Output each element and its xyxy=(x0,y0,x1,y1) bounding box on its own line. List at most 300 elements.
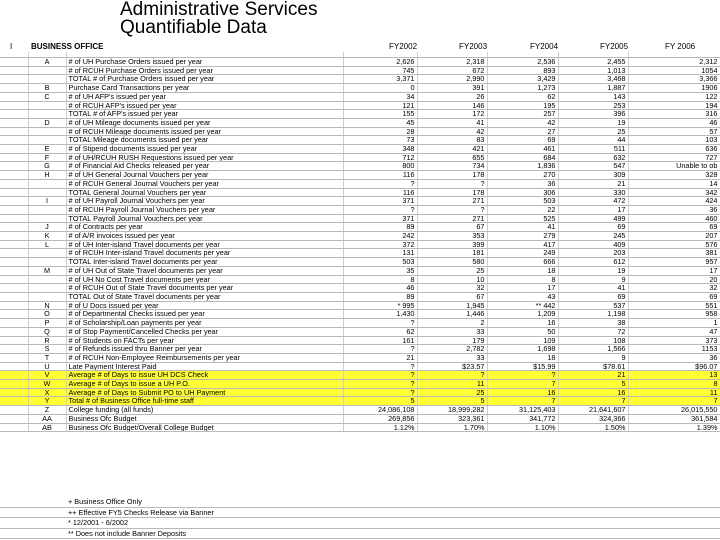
value-cell: 580 xyxy=(417,258,487,267)
value-cell: 316 xyxy=(628,110,720,119)
row-description: TOTAL Mileage documents issued per year xyxy=(66,136,343,145)
row-code: A xyxy=(28,58,66,67)
value-cell: ** 442 xyxy=(487,301,558,310)
value-cell: 33 xyxy=(417,353,487,362)
value-cell: 1,013 xyxy=(558,66,628,75)
value-cell: 306 xyxy=(487,188,558,197)
row-code: T xyxy=(28,353,66,362)
value-cell: 21 xyxy=(558,371,628,380)
value-cell: 1.70% xyxy=(417,423,487,432)
value-cell: 3,366 xyxy=(628,75,720,84)
value-cell: ? xyxy=(417,371,487,380)
table-row xyxy=(0,84,720,93)
value-cell: 2,318 xyxy=(417,58,487,67)
row-description: Business Ofc Budget/Overall College Budget xyxy=(66,423,343,432)
value-cell: ? xyxy=(487,371,558,380)
value-cell: 576 xyxy=(628,240,720,249)
value-cell: 155 xyxy=(343,110,417,119)
row-code xyxy=(28,214,66,223)
value-cell: 21 xyxy=(343,353,417,362)
value-cell: 460 xyxy=(628,214,720,223)
value-cell: 371 xyxy=(343,197,417,206)
row-indent-cell xyxy=(0,292,28,301)
value-cell: 958 xyxy=(628,310,720,319)
table-row xyxy=(0,171,720,180)
value-cell: 253 xyxy=(558,101,628,110)
value-cell: 11 xyxy=(628,388,720,397)
value-cell: 17 xyxy=(558,205,628,214)
value-cell: 178 xyxy=(417,171,487,180)
value-cell: 14 xyxy=(628,179,720,188)
value-cell: 1 xyxy=(628,319,720,328)
footnote-row xyxy=(0,497,720,507)
value-cell: 2,782 xyxy=(417,345,487,354)
row-code xyxy=(28,249,66,258)
table-row xyxy=(0,223,720,232)
value-cell: 72 xyxy=(558,327,628,336)
row-indent-cell xyxy=(0,127,28,136)
value-cell: 89 xyxy=(343,223,417,232)
row-description: # of RCUH Out of State Travel documents per year xyxy=(66,284,343,293)
value-cell: 270 xyxy=(487,171,558,180)
value-cell: 632 xyxy=(558,153,628,162)
row-description: TOTAL # of AFP's issued per year xyxy=(66,110,343,119)
row-indent-cell xyxy=(0,336,28,345)
row-description: Average # of Days to issue a UH P.O. xyxy=(66,380,343,389)
row-code: E xyxy=(28,145,66,154)
table-row xyxy=(0,380,720,389)
row-indent-cell xyxy=(0,397,28,406)
value-cell: 19 xyxy=(558,118,628,127)
row-indent-cell xyxy=(0,118,28,127)
row-code xyxy=(28,258,66,267)
row-indent-cell xyxy=(0,310,28,319)
row-description: # of UH No Cost Travel documents per year xyxy=(66,275,343,284)
table-row xyxy=(0,188,720,197)
page-title: Administrative Services xyxy=(120,0,318,20)
table-row xyxy=(0,205,720,214)
row-code: X xyxy=(28,388,66,397)
row-description: College funding (all funds) xyxy=(66,406,343,415)
row-indent-cell xyxy=(0,362,28,371)
value-cell: 361,584 xyxy=(628,414,720,423)
data-table xyxy=(0,52,720,432)
value-cell: 46 xyxy=(628,118,720,127)
value-cell: ? xyxy=(343,345,417,354)
table-row xyxy=(0,406,720,415)
row-code: G xyxy=(28,162,66,171)
value-cell: 1,698 xyxy=(487,345,558,354)
value-cell: 35 xyxy=(343,266,417,275)
footnotes xyxy=(0,497,720,539)
value-cell: 67 xyxy=(417,223,487,232)
table-row xyxy=(0,397,720,406)
value-cell: 33 xyxy=(417,327,487,336)
year-header-fy2005: FY2005 xyxy=(600,42,629,51)
table-row xyxy=(0,284,720,293)
value-cell: 1,198 xyxy=(558,310,628,319)
year-header-fy2006: FY 2006 xyxy=(665,42,696,51)
value-cell: 195 xyxy=(487,101,558,110)
value-cell: 161 xyxy=(343,336,417,345)
value-cell: 41 xyxy=(558,284,628,293)
value-cell: 712 xyxy=(343,153,417,162)
table-body xyxy=(0,52,720,432)
value-cell: 21 xyxy=(558,179,628,188)
year-header-fy2004: FY2004 xyxy=(530,42,559,51)
value-cell: 18 xyxy=(487,266,558,275)
table-row xyxy=(0,371,720,380)
row-description: TOTAL Inter-island Travel documents per year xyxy=(66,258,343,267)
value-cell: 17 xyxy=(487,284,558,293)
section-code: I xyxy=(10,42,13,51)
value-cell: 45 xyxy=(343,118,417,127)
value-cell: 1,430 xyxy=(343,310,417,319)
row-code: S xyxy=(28,345,66,354)
row-description: TOTAL # of Purchase Orders issued per year xyxy=(66,75,343,84)
value-cell: 13 xyxy=(628,371,720,380)
value-cell: 957 xyxy=(628,258,720,267)
value-cell: 179 xyxy=(417,336,487,345)
value-cell: 353 xyxy=(417,232,487,241)
value-cell: 547 xyxy=(558,162,628,171)
value-cell: 172 xyxy=(417,110,487,119)
row-indent-cell xyxy=(0,214,28,223)
table-row xyxy=(0,258,720,267)
table-row xyxy=(0,232,720,241)
value-cell: 32 xyxy=(417,284,487,293)
row-description: # of UH/RCUH RUSH Requestions issued per year xyxy=(66,153,343,162)
row-indent-cell xyxy=(0,327,28,336)
value-cell: 43 xyxy=(487,292,558,301)
value-cell: 103 xyxy=(628,136,720,145)
row-indent-cell xyxy=(0,223,28,232)
value-cell: * 995 xyxy=(343,301,417,310)
value-cell: 271 xyxy=(417,214,487,223)
table-row xyxy=(0,136,720,145)
row-description: # of Contracts per year xyxy=(66,223,343,232)
row-code: V xyxy=(28,371,66,380)
row-code: L xyxy=(28,240,66,249)
value-cell: 1,887 xyxy=(558,84,628,93)
row-indent-cell xyxy=(0,319,28,328)
row-description: Total # of Business Office full-time staff xyxy=(66,397,343,406)
table-row xyxy=(0,249,720,258)
row-code: F xyxy=(28,153,66,162)
value-cell: 342 xyxy=(628,188,720,197)
value-cell: $78.61 xyxy=(558,362,628,371)
year-header-fy2002: FY2002 xyxy=(389,42,418,51)
row-indent-cell xyxy=(0,232,28,241)
footnote-indent xyxy=(0,518,66,529)
row-code xyxy=(28,110,66,119)
value-cell: ? xyxy=(343,371,417,380)
table-row xyxy=(0,327,720,336)
row-code: Y xyxy=(28,397,66,406)
value-cell: 503 xyxy=(487,197,558,206)
value-cell: 511 xyxy=(558,145,628,154)
footnote-row xyxy=(0,518,720,529)
value-cell: $15.99 xyxy=(487,362,558,371)
value-cell: 38 xyxy=(558,319,628,328)
row-description: # of UH Purchase Orders issued per year xyxy=(66,58,343,67)
value-cell: 146 xyxy=(417,101,487,110)
value-cell: 131 xyxy=(343,249,417,258)
table-row xyxy=(0,414,720,423)
row-description: TOTAL General Journal Vouchers per year xyxy=(66,188,343,197)
value-cell: 472 xyxy=(558,197,628,206)
table-row xyxy=(0,423,720,432)
value-cell: 612 xyxy=(558,258,628,267)
value-cell: 27 xyxy=(487,127,558,136)
value-cell: 2 xyxy=(417,319,487,328)
value-cell: 7 xyxy=(558,397,628,406)
value-cell: ? xyxy=(417,179,487,188)
value-cell: 1.12% xyxy=(343,423,417,432)
table-row xyxy=(0,292,720,301)
value-cell: 62 xyxy=(487,92,558,101)
table-row xyxy=(0,118,720,127)
value-cell: 324,366 xyxy=(558,414,628,423)
value-cell: 373 xyxy=(628,336,720,345)
row-description: # of UH AFP's issued per year xyxy=(66,92,343,101)
value-cell: 5 xyxy=(558,380,628,389)
value-cell: 525 xyxy=(487,214,558,223)
value-cell: 1153 xyxy=(628,345,720,354)
value-cell: 25 xyxy=(417,266,487,275)
row-description: # of Financial Aid Checks released per year xyxy=(66,162,343,171)
value-cell: 8 xyxy=(343,275,417,284)
row-code: Q xyxy=(28,327,66,336)
value-cell: 67 xyxy=(417,292,487,301)
table-row xyxy=(0,153,720,162)
table-row xyxy=(0,362,720,371)
value-cell: 31,125,403 xyxy=(487,406,558,415)
footnote-text: ** Does not include Banner Deposits xyxy=(66,528,720,539)
row-code xyxy=(28,66,66,75)
value-cell: 16 xyxy=(487,388,558,397)
row-code: U xyxy=(28,362,66,371)
value-cell: 503 xyxy=(343,258,417,267)
row-indent-cell xyxy=(0,197,28,206)
row-description: Business Ofc Budget xyxy=(66,414,343,423)
value-cell: 1.39% xyxy=(628,423,720,432)
year-header-fy2003: FY2003 xyxy=(459,42,488,51)
table-row xyxy=(0,197,720,206)
table-row xyxy=(0,66,720,75)
row-description: TOTAL Payroll Journal Vouchers per year xyxy=(66,214,343,223)
value-cell: 26,015,550 xyxy=(628,406,720,415)
value-cell: 727 xyxy=(628,153,720,162)
value-cell: 1054 xyxy=(628,66,720,75)
row-description: # of UH Payroll Journal Vouchers per year xyxy=(66,197,343,206)
footnote-indent xyxy=(0,497,66,507)
row-description: # of UH Inter-island Travel documents per year xyxy=(66,240,343,249)
value-cell: 1.10% xyxy=(487,423,558,432)
value-cell: 121 xyxy=(343,101,417,110)
table-row xyxy=(0,162,720,171)
value-cell: 655 xyxy=(417,153,487,162)
row-description: # of UH Out of State Travel documents per year xyxy=(66,266,343,275)
value-cell: 57 xyxy=(628,127,720,136)
row-indent-cell xyxy=(0,301,28,310)
row-code: N xyxy=(28,301,66,310)
value-cell: 69 xyxy=(628,292,720,301)
row-description: # of A/R invoices issued per year xyxy=(66,232,343,241)
value-cell: 25 xyxy=(417,388,487,397)
row-code xyxy=(28,205,66,214)
value-cell: 1,209 xyxy=(487,310,558,319)
table-row xyxy=(0,58,720,67)
value-cell: 69 xyxy=(558,292,628,301)
row-code: Z xyxy=(28,406,66,415)
table-row xyxy=(0,75,720,84)
footnote-row xyxy=(0,507,720,518)
value-cell: 16 xyxy=(487,319,558,328)
table-row xyxy=(0,336,720,345)
value-cell: 20 xyxy=(628,275,720,284)
value-cell: 424 xyxy=(628,197,720,206)
table-row xyxy=(0,214,720,223)
row-code: P xyxy=(28,319,66,328)
section-label: BUSINESS OFFICE xyxy=(31,42,104,51)
row-indent-cell xyxy=(0,240,28,249)
row-indent-cell xyxy=(0,75,28,84)
value-cell: 2,312 xyxy=(628,58,720,67)
row-code: R xyxy=(28,336,66,345)
row-indent-cell xyxy=(0,162,28,171)
row-code xyxy=(28,127,66,136)
value-cell: 34 xyxy=(343,92,417,101)
row-indent-cell xyxy=(0,110,28,119)
row-indent-cell xyxy=(0,136,28,145)
value-cell: 666 xyxy=(487,258,558,267)
value-cell: ? xyxy=(343,380,417,389)
value-cell: 309 xyxy=(558,171,628,180)
footnote-text: + Business Office Only xyxy=(66,497,720,507)
table-row xyxy=(0,240,720,249)
value-cell: 62 xyxy=(343,327,417,336)
footnote-row xyxy=(0,528,720,539)
value-cell: 203 xyxy=(558,249,628,258)
value-cell: 341,772 xyxy=(487,414,558,423)
row-description: # of RCUH Payroll Journal Vouchers per year xyxy=(66,205,343,214)
value-cell: 17 xyxy=(628,266,720,275)
row-code: W xyxy=(28,380,66,389)
value-cell: 25 xyxy=(558,127,628,136)
table-row xyxy=(0,266,720,275)
value-cell: 2,990 xyxy=(417,75,487,84)
value-cell: 44 xyxy=(558,136,628,145)
row-code xyxy=(28,101,66,110)
value-cell: 50 xyxy=(487,327,558,336)
row-indent-cell xyxy=(0,284,28,293)
table-row xyxy=(0,319,720,328)
value-cell: 28 xyxy=(343,127,417,136)
value-cell: 5 xyxy=(417,397,487,406)
value-cell: 19 xyxy=(558,266,628,275)
row-indent-cell xyxy=(0,145,28,154)
value-cell: 537 xyxy=(558,301,628,310)
value-cell: 8 xyxy=(628,380,720,389)
value-cell: 2,536 xyxy=(487,58,558,67)
value-cell: 1.50% xyxy=(558,423,628,432)
row-code: M xyxy=(28,266,66,275)
value-cell: 3,371 xyxy=(343,75,417,84)
value-cell: 21,641,607 xyxy=(558,406,628,415)
row-description: # of Stipend documents issued per year xyxy=(66,145,343,154)
value-cell: 116 xyxy=(343,188,417,197)
row-indent-cell xyxy=(0,84,28,93)
row-indent-cell xyxy=(0,353,28,362)
row-indent-cell xyxy=(0,205,28,214)
value-cell: 372 xyxy=(343,240,417,249)
row-indent-cell xyxy=(0,345,28,354)
row-code xyxy=(28,75,66,84)
row-description: # of RCUH Purchase Orders issued per year xyxy=(66,66,343,75)
value-cell: 83 xyxy=(417,136,487,145)
value-cell: 3,468 xyxy=(558,75,628,84)
value-cell: 745 xyxy=(343,66,417,75)
value-cell: 323,361 xyxy=(417,414,487,423)
row-description: # of Scholarship/Loan payments per year xyxy=(66,319,343,328)
value-cell: Unable to ob xyxy=(628,162,720,171)
row-indent-cell xyxy=(0,249,28,258)
row-code xyxy=(28,292,66,301)
value-cell: 42 xyxy=(417,127,487,136)
value-cell: 330 xyxy=(558,188,628,197)
footnotes-body xyxy=(0,497,720,539)
row-indent-cell xyxy=(0,423,28,432)
row-description: # of Stop Payment/Cancelled Checks per year xyxy=(66,327,343,336)
row-description: # of U Docs issued per year xyxy=(66,301,343,310)
row-code xyxy=(28,275,66,284)
value-cell: 18 xyxy=(487,353,558,362)
value-cell: 143 xyxy=(558,92,628,101)
value-cell: ? xyxy=(343,362,417,371)
row-indent-cell xyxy=(0,414,28,423)
row-description: # of Students on FACTs per year xyxy=(66,336,343,345)
value-cell: ? xyxy=(343,319,417,328)
footnote-text: ++ Effective FY5 Checks Release via Banner xyxy=(66,507,720,518)
value-cell: 116 xyxy=(343,171,417,180)
value-cell: 893 xyxy=(487,66,558,75)
row-description: # of UH Mileage documents issued per year xyxy=(66,118,343,127)
value-cell: 122 xyxy=(628,92,720,101)
table-row xyxy=(0,179,720,188)
table-row xyxy=(0,145,720,154)
value-cell: 24,086,108 xyxy=(343,406,417,415)
row-code xyxy=(28,188,66,197)
value-cell: ? xyxy=(343,205,417,214)
value-cell: 207 xyxy=(628,232,720,241)
table-row xyxy=(0,110,720,119)
value-cell: 36 xyxy=(487,179,558,188)
table-row xyxy=(0,353,720,362)
value-cell: 69 xyxy=(628,223,720,232)
value-cell: 7 xyxy=(628,397,720,406)
value-cell: 800 xyxy=(343,162,417,171)
value-cell: 18,999,282 xyxy=(417,406,487,415)
row-indent-cell xyxy=(0,58,28,67)
value-cell: 73 xyxy=(343,136,417,145)
value-cell: 108 xyxy=(558,336,628,345)
row-indent-cell xyxy=(0,179,28,188)
row-description: # of RCUH Non-Employee Reimbursements per year xyxy=(66,353,343,362)
value-cell: 3,429 xyxy=(487,75,558,84)
row-code: I xyxy=(28,197,66,206)
row-code: O xyxy=(28,310,66,319)
